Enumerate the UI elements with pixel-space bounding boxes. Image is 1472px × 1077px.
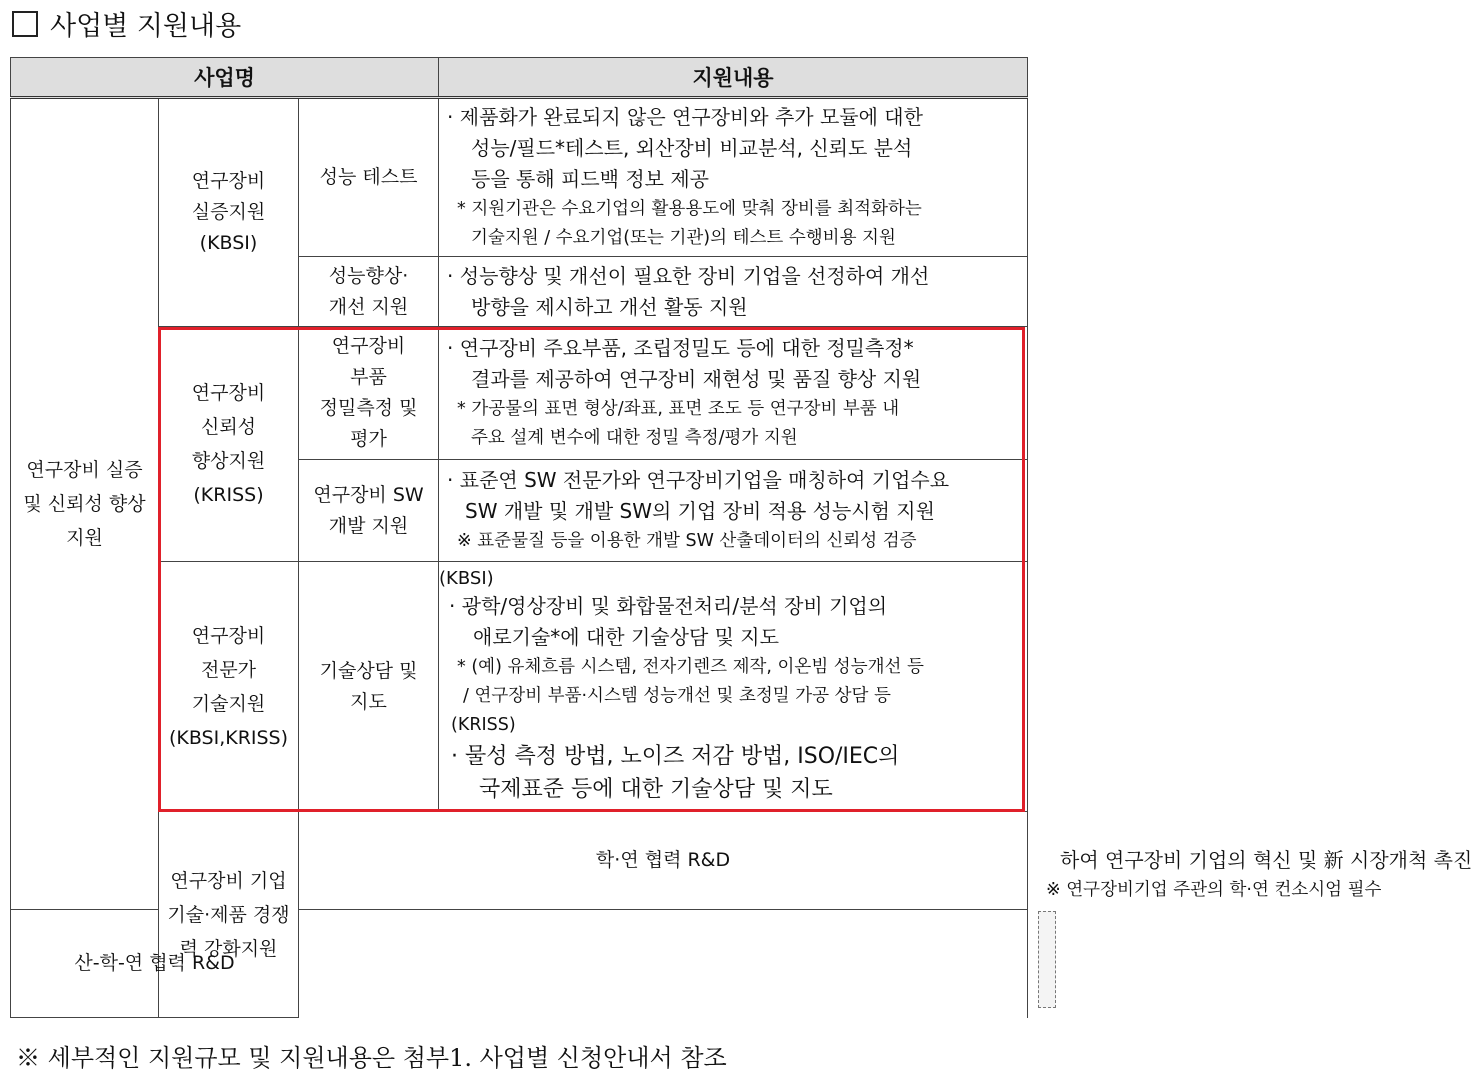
sub-precision-measurement: 연구장비 부품 정밀측정 및 평가 (299, 327, 439, 460)
program-expert: 연구장비 전문가 기술지원 (KBSI,KRISS) (159, 562, 299, 812)
group-label-2: 연구장비 기업 기술·제품 경쟁력 강화지원 (159, 812, 299, 1018)
sub-performance-test: 성능 테스트 (299, 98, 439, 257)
program-kbsi: 연구장비 실증지원 (KBSI) (159, 98, 299, 327)
footer-note: ※ 세부적인 지원규모 및 지원내용은 첨부1. 사업별 신청안내서 참조 (16, 1044, 727, 1072)
table-row (11, 98, 1028, 257)
content-precision-measurement: · 연구장비 주요부품, 조립정밀도 등에 대한 정밀측정* 결과를 제공하여 연구장비 재현성 및 품질 향상 지원 * 가공물의 표면 형상/좌표, 표면 조도 등 연구장비 부품 내 주요 설계 변수에 대한 정밀 측정/평가 지원 (439, 327, 1028, 460)
notice-box (1038, 911, 1056, 1008)
support-table (10, 57, 1472, 1018)
table-header-row (11, 58, 1028, 98)
program-univ-research: 학·연 협력 R&D (299, 812, 1028, 910)
content-consulting: (KBSI) · 광학/영상장비 및 화합물전처리/분석 장비 기업의 애로기술*에 대한 기술상담 및 지도 * (예) 유체흐름 시스템, 전자기렌즈 제작, 이온빔 성능개선 등 / 연구장비 부품·시스템 성능개선 및 초정밀 가공 상담 등 (KRISS) · 물성 측정 방법, 노이즈 저감 방법, ISO/IEC의 국제표준 등에 대한 기술상담 및 지도 (439, 562, 1028, 812)
checkbox-icon (12, 11, 38, 37)
program-industry-univ-research: 산-학-연 협력 R&D (11, 910, 299, 1018)
section-title-text: 사업별 지원내용 (50, 11, 242, 42)
header-program: 사업명 (11, 58, 439, 98)
section-title (12, 4, 241, 43)
content-performance-test: · 제품화가 완료되지 않은 연구장비와 추가 모듈에 대한 성능/필드*테스트, 외산장비 비교분석, 신뢰도 분석 등을 통해 피드백 정보 제공 * 지원기관은 수요기업의 활용용도에 맞춰 장비를 최적화하는 기술지원 / 수요기업(또는 기관)의 테스트 수행비용 지원 (439, 98, 1028, 257)
content-improvement: · 성능향상 및 개선이 필요한 장비 기업을 선정하여 개선 방향을 제시하고 개선 활동 지원 (439, 257, 1028, 327)
program-kriss: 연구장비 신뢰성 향상지원 (KRISS) (159, 327, 299, 562)
table-row (11, 562, 1028, 812)
header-content: 지원내용 (439, 58, 1028, 98)
sub-consulting: 기술상담 및 지도 (299, 562, 439, 812)
sub-improvement: 성능향상· 개선 지원 (299, 257, 439, 327)
sub-sw-development: 연구장비 SW 개발 지원 (299, 460, 439, 562)
table-row (11, 910, 1028, 1018)
table-row (11, 327, 1028, 460)
group-label-1: 연구장비 실증 및 신뢰성 향상지원 (11, 98, 159, 910)
table-row: 연구장비 기업 기술·제품 경쟁력 강화지원 학·연 협력 R&D 하여 연구장비 기업의 혁신 및 新 시장개척 촉진 ※ 연구장비기업 주관의 학·연 컨소시엄 필수 (11, 812, 1028, 910)
content-sw-development: · 표준연 SW 전문가와 연구장비기업을 매칭하여 기업수요 SW 개발 및 개발 SW의 기업 장비 적용 성능시험 지원 ※ 표준물질 등을 이용한 개발 SW 산출데이터의 신뢰성 검증 (439, 460, 1028, 562)
